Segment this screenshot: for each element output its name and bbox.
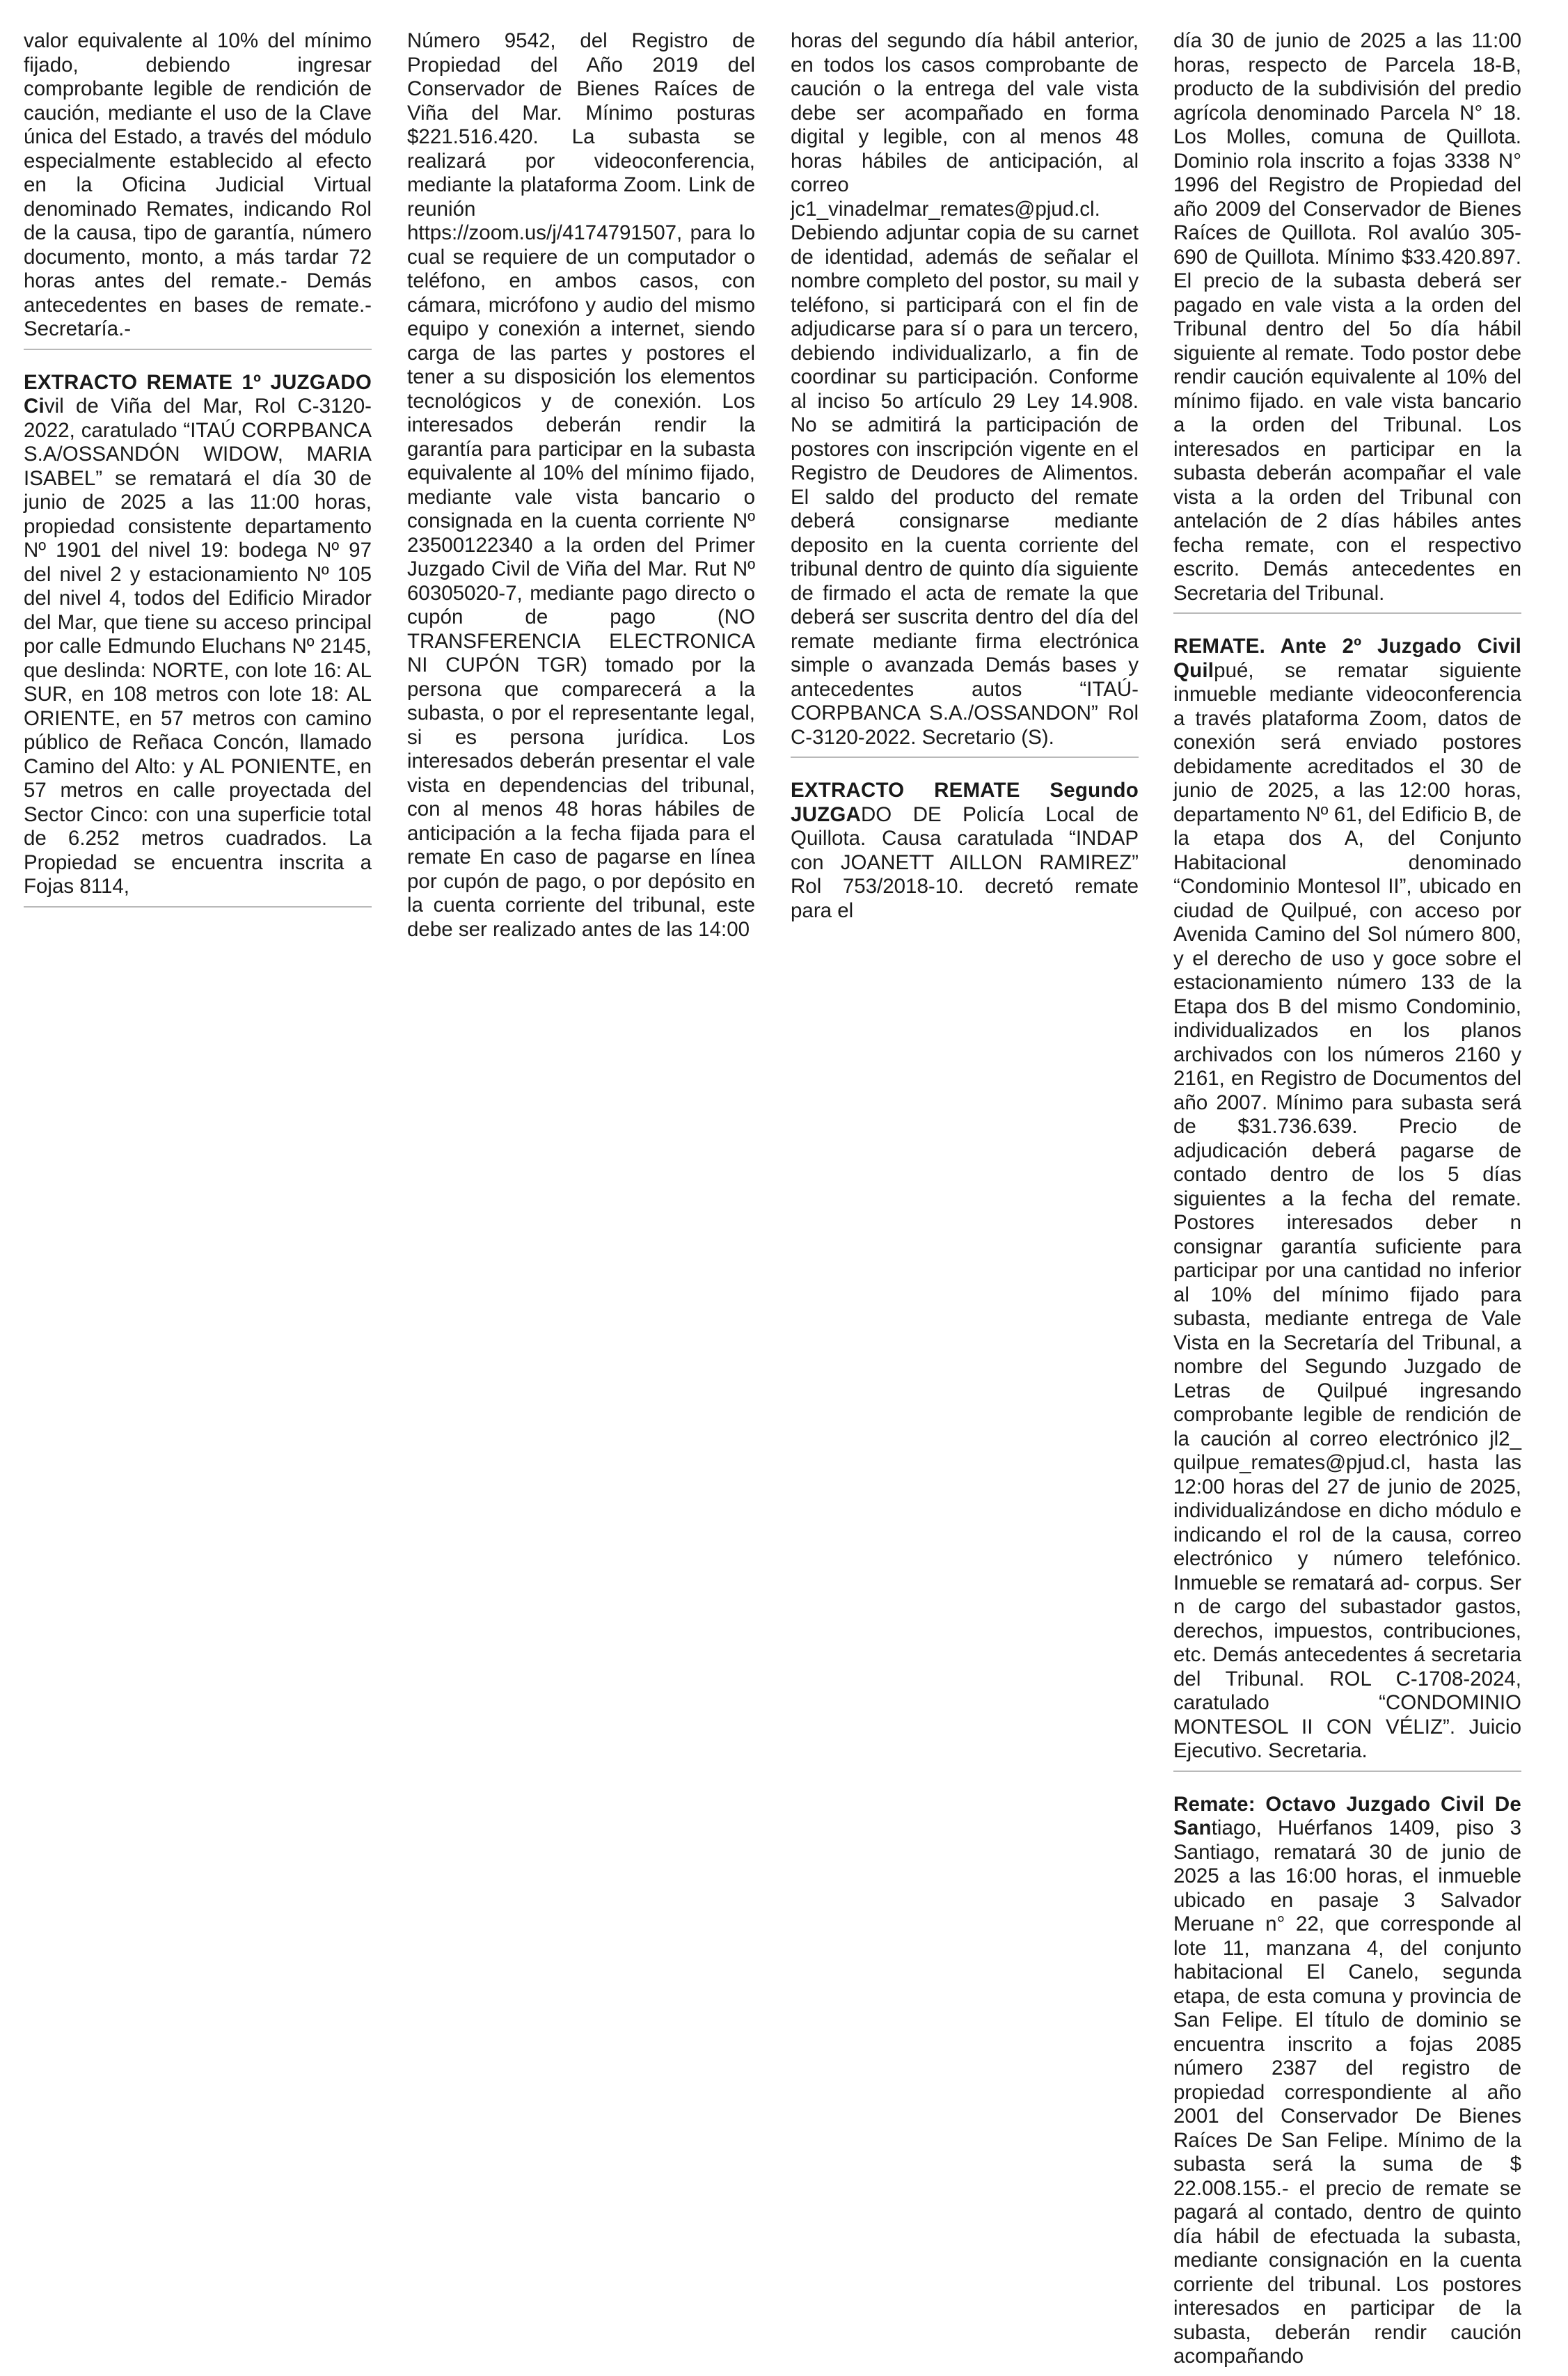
- notice-extracto-remate-1-juzgado-civil-vina: [24, 371, 372, 908]
- notice-lead: REMATE. Ante 2º Juzgado Civil Quil: [1173, 635, 1521, 682]
- column-4: [1173, 29, 1521, 2376]
- notice-body: tiago, Huérfanos 1409, piso 3 Santiago, rematará 30 de junio de 2025 a las 16:00 horas, el inmueble ubicado en pasaje 3 Salvador Meruane n° 22, que corresponde al lote 11, manzana 4, del conjunto habitacional El Canelo, segunda etapa, de esta comuna y provincia de San Felipe. El título de dominio se encuentra inscrito a fojas 2085 número 2387 del registro de propiedad correspondiente al año 2001 del Conservador De Bienes Raíces De San Felipe. Mínimo de la subasta será la suma de $ 22.008.155.- el precio de remate se pagará al contado, dentro de quinto día hábil de efectuada la subasta, mediante consignación en la cuenta corriente del tribunal. Los postores interesados en participar de la subasta, deberán rendir caución acompañando: [1173, 1816, 1521, 2368]
- notice-body: DO DE Policía Local de Quillota. Causa caratulada “INDAP con JOANETT AILLON RAMIREZ” Rol 753/2018-10. decretó remate para el: [791, 802, 1139, 922]
- notice-continued: [1173, 29, 1521, 614]
- column-3: [791, 29, 1139, 930]
- column-1: [24, 29, 372, 908]
- notice-lead: EXTRACTO REMATE Segundo JUZGA: [791, 779, 1139, 826]
- notice-lead: Remate: Octavo Juzgado Civil De San: [1173, 1792, 1521, 1839]
- notice-body: Número 9542, del Registro de Propiedad del Año 2019 del Conservador de Bienes Raíces de Viña del Mar. Mínimo posturas $221.516.420. La subasta se realizará por videoconferencia, mediante la plataforma Zoom. Link de reunión https://zoom.us/j/4174791507, para lo cual se requiere de un computador o teléfono, en ambos casos, con cámara, micrófono y audio del mismo equipo y conexión a internet, siendo carga de las partes y postores el tener a su disposición los elementos tecnológicos y de conexión. Los interesados deberán rendir la garantía para participar en la subasta equivalente al 10% del mínimo fijado, mediante vale vista bancario o consignada en la cuenta corriente Nº 23500122340 a la orden del Primer Juzgado Civil de Viña del Mar. Rut Nº 60305020-7, mediante pago directo o cupón de pago (NO TRANSFERENCIA ELECTRONICA NI CUPÓN TGR) tomado por la persona que comparecerá a la subasta, o por el representante legal, si es persona jurídica. Los interesados deberán presentar el vale vista en dependencias del tribunal, con al menos 48 horas hábiles de anticipación a la fecha fijada para el remate En caso de pagarse en línea por cupón de pago, o por depósito en la cuenta corriente del tribunal, este debe ser realizado antes de las 14:00: [407, 29, 755, 941]
- notice-remate-2-juzgado-civil-quilpue: [1173, 635, 1521, 1772]
- notice-body: vil de Viña del Mar, Rol C-3120-2022, caratulado “ITAÚ CORPBANCA S.A/OSSANDÓN WIDOW, MARIA ISABEL” se rematará el día 30 de junio de 2025 a las 11:00 horas, propiedad consistente departamento Nº 1901 del nivel 19: bodega Nº 97 del nivel 2 y estacionamiento Nº 105 del nivel 4, todos del Edificio Mirador del Mar, que tiene su acceso principal por calle Edmundo Eluchans Nº 2145, que deslinda: NORTE, con lote 16: AL SUR, en 108 metros con lote 18: AL ORIENTE, en 57 metros con camino público de Reñaca Concón, llamado Camino del Alto: y AL PONIENTE, en 57 metros en calle proyectada del Sector Cinco: con una superficie total de 6.252 metros cuadrados. La Propiedad se encuentra inscrita a Fojas 8114,: [24, 395, 372, 898]
- notice-body: pué, se rematar siguiente inmueble mediante videoconferencia a través plataforma Zoom, datos de conexión será enviado postores debidamente acreditados el 30 de junio de 2025, a las 12:00 horas, departamento Nº 61, del Edificio B, de la etapa dos A, del Conjunto Habitacional denominado “Condominio Montesol II”, ubicado en ciudad de Quilpué, con acceso por Avenida Camino del Sol número 800, y el derecho de uso y goce sobre el estacionamiento número 133 de la Etapa dos B del mismo Condominio, individualizados en los planos archivados con los números 2160 y 2161, en Registro de Documentos del año 2007. Mínimo para subasta será de $31.736.639. Precio de adjudicación deberá pagarse de contado dentro de los 5 días siguientes a la fecha del remate. Postores interesados deber n consignar garantía suficiente para participar por una cantidad no inferior al 10% del mínimo fijado para subasta, mediante entrega de Vale Vista en la Secretaría del Tribunal, a nombre del Segundo Juzgado de Letras de Quilpué ingresando comprobante legible de rendición de la caución al correo electrónico jl2_ quilpue_remates@pjud.cl, hasta las 12:00 horas del 27 de junio de 2025, individualizándose en dicho módulo e indicando el rol de la causa, correo electrónico y número telefónico. Inmueble se rematará ad- corpus. Ser n de cargo del subastador gastos, derechos, impuestos, contribuciones, etc. Demás antecedentes á secretaria del Tribunal. ROL C-1708-2024, caratulado “CONDOMINIO MONTESOL II CON VÉLIZ”. Juicio Ejecutivo. Secretaria.: [1173, 658, 1521, 1762]
- notice-remate-octavo-juzgado-civil-santiago: [1173, 1793, 1521, 2376]
- notice-lead: EXTRACTO REMATE 1º JUZGADO Ci: [24, 370, 372, 418]
- notice-continued: [791, 29, 1139, 758]
- notice-body: horas del segundo día hábil anterior, en todos los casos comprobante de caución o la entrega del vale vista debe ser acompañado en forma digital y legible, con al menos 48 horas hábiles de anticipación, al correo jc1_vinadelmar_remates@pjud.cl. Debiendo adjuntar copia de su carnet de identidad, además de señalar el nombre completo del postor, su mail y teléfono, si participará con el fin de adjudicarse para sí o para un tercero, debiendo individualizarlo, a fin de coordinar su participación. Conforme al inciso 5o artículo 29 Ley 14.908. No se admitirá la participación de postores con inscripción vigente en el Registro de Deudores de Alimentos. El saldo del producto del remate deberá consignarse mediante deposito en la cuenta corriente del tribunal dentro de quinto día siguiente de firmado el acta de remate la que deberá ser suscrita dentro del día del remate mediante firma electrónica simple o avanzada Demás bases y antecedentes autos “ITAÚ-CORPBANCA S.A./OSSANDON” Rol C-3120-2022. Secretario (S).: [791, 29, 1139, 749]
- notice-continued: [24, 29, 372, 350]
- notice-continued: [407, 29, 755, 949]
- notice-extracto-remate-policia-local-quillota: [791, 779, 1139, 930]
- column-2: [407, 29, 755, 949]
- notice-body: día 30 de junio de 2025 a las 11:00 horas, respecto de Parcela 18-B, producto de la subdivisión del predio agrícola denominado Parcela N° 18. Los Molles, comuna de Quillota. Dominio rola inscrito a fojas 3338 N° 1996 del Registro de Propiedad del año 2009 del Conservador de Bienes Raíces de Quillota. Rol avalúo 305-690 de Quillota. Mínimo $33.420.897. El precio de la subasta deberá ser pagado en vale vista a la orden del Tribunal dentro del 5o día hábil siguiente al remate. Todo postor debe rendir caución equivalente al 10% del mínimo fijado. en vale vista bancario a la orden del Tribunal. Los interesados en participar en la subasta deberán acompañar el vale vista a la orden del Tribunal con antelación de 2 días hábiles antes fecha remate, con el respectivo escrito. Demás antecedentes en Secretaria del Tribunal.: [1173, 29, 1521, 605]
- notice-body: valor equivalente al 10% del mínimo fijado, debiendo ingresar comprobante legible de rendición de caución, mediante el uso de la Clave única del Estado, a través del módulo especialmente establecido al efecto en la Oficina Judicial Virtual denominado Remates, indicando Rol de la causa, tipo de garantía, número documento, monto, a más tardar 72 horas antes del remate.- Demás antecedentes en bases de remate.- Secretaría.-: [24, 29, 372, 340]
